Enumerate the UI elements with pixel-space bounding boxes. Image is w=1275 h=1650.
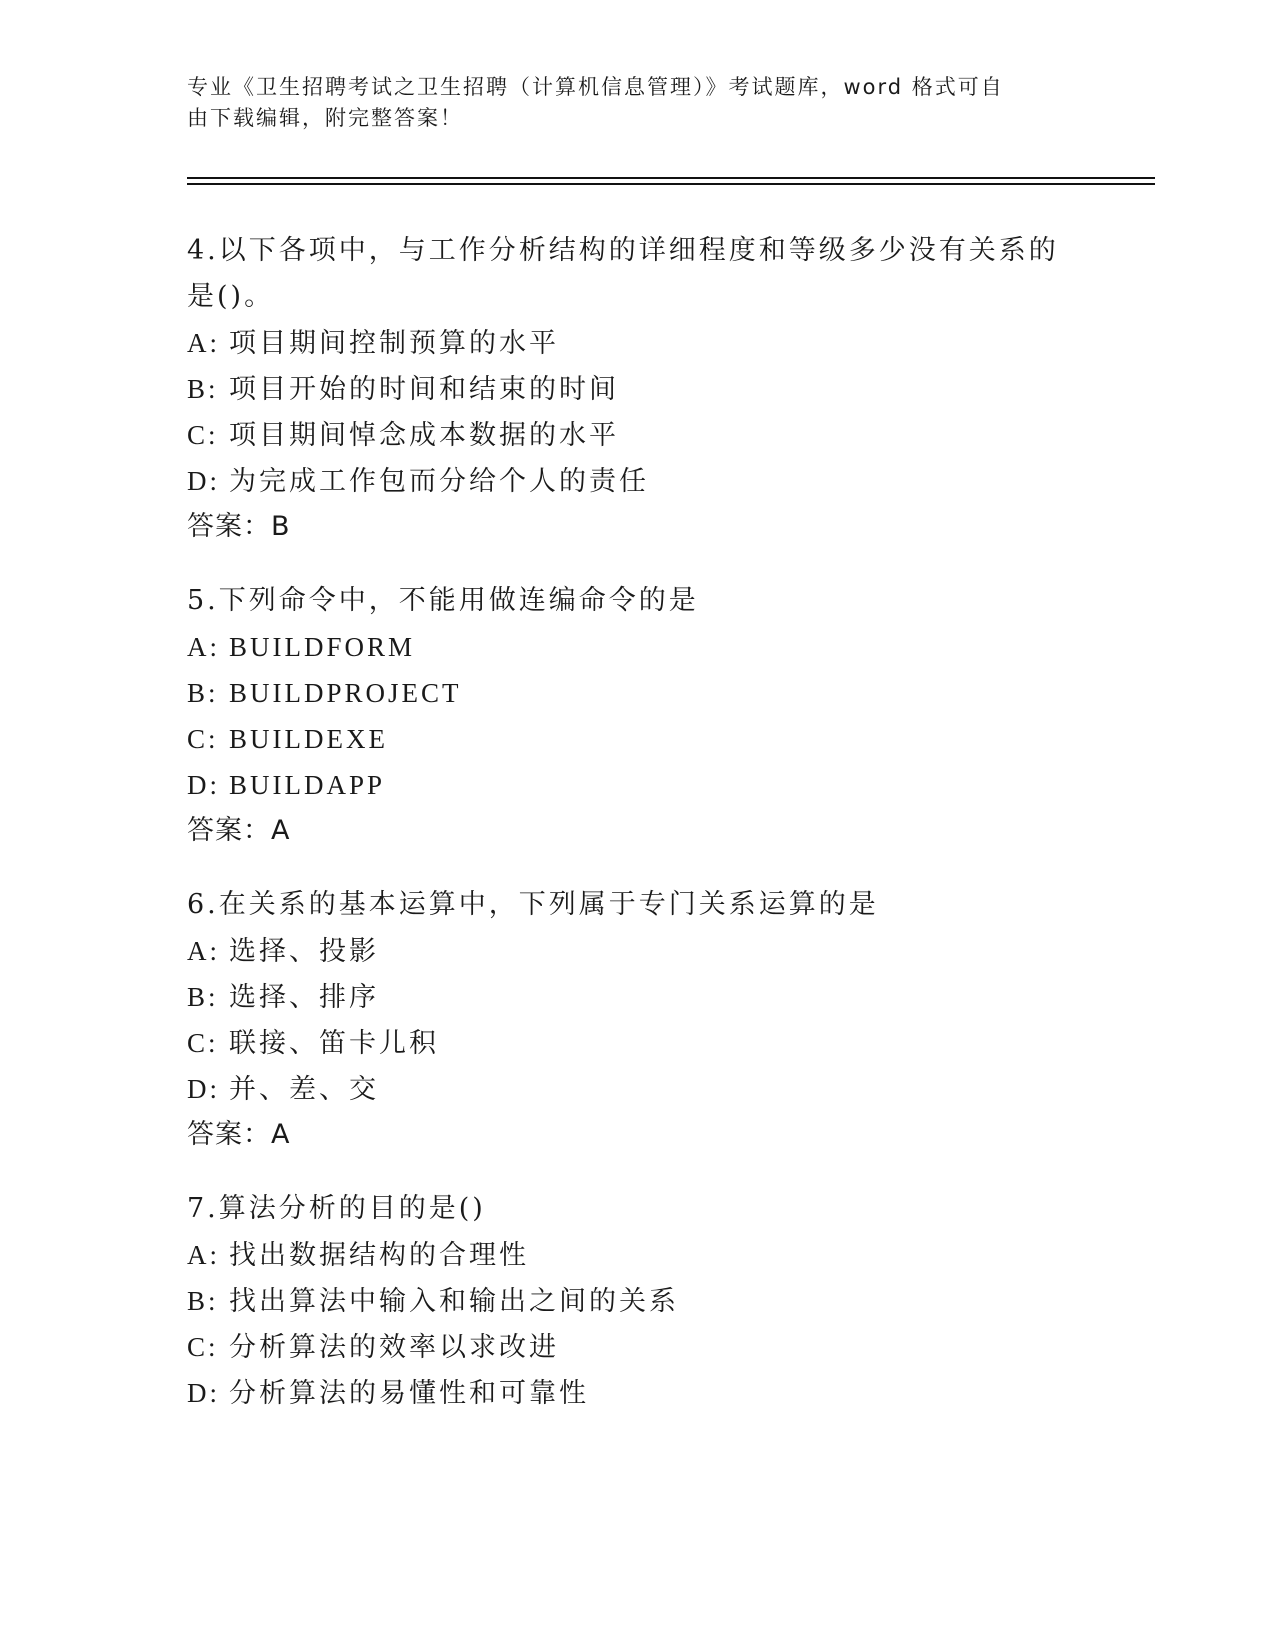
answer-label: 答案：A xyxy=(187,815,291,846)
option-letter: A: xyxy=(187,936,220,966)
question-stem: 7.算法分析的目的是() xyxy=(187,1193,486,1224)
option-text: 分析算法的易懂性和可靠性 xyxy=(229,1378,589,1408)
option-letter: D: xyxy=(187,466,220,496)
option-letter: C: xyxy=(187,420,219,450)
intro-line-1: 专业《卫生招聘考试之卫生招聘（计算机信息管理）》考试题库，word 格式可自 xyxy=(187,75,1004,99)
option-c xyxy=(187,716,1087,762)
option-text: BUILDFORM xyxy=(229,632,416,662)
option-text: BUILDPROJECT xyxy=(229,678,462,708)
option-letter: A: xyxy=(187,632,220,662)
option-c xyxy=(187,412,1087,458)
option-letter: C: xyxy=(187,1332,219,1362)
option-letter: A: xyxy=(187,1240,220,1270)
option-letter: B: xyxy=(187,374,219,404)
option-d xyxy=(187,1370,1087,1416)
option-text: BUILDEXE xyxy=(229,724,388,754)
option-text: 项目期间控制预算的水平 xyxy=(229,328,559,358)
option-letter: B: xyxy=(187,1286,219,1316)
answer-label: 答案：B xyxy=(187,511,291,542)
option-a xyxy=(187,624,1087,670)
option-letter: D: xyxy=(187,1074,220,1104)
option-text: 选择、排序 xyxy=(229,982,379,1012)
option-letter: D: xyxy=(187,1378,220,1408)
option-letter: D: xyxy=(187,770,220,800)
option-b xyxy=(187,974,1087,1020)
option-letter: C: xyxy=(187,1028,219,1058)
question-5 xyxy=(187,578,1087,854)
option-letter: B: xyxy=(187,678,219,708)
question-stem: 6.在关系的基本运算中，下列属于专门关系运算的是 xyxy=(187,889,879,920)
option-letter: A: xyxy=(187,328,220,358)
intro-line-2: 由下载编辑，附完整答案！ xyxy=(187,106,463,130)
option-text: 项目开始的时间和结束的时间 xyxy=(229,374,619,404)
option-text: 分析算法的效率以求改进 xyxy=(229,1332,559,1362)
option-text: 找出算法中输入和输出之间的关系 xyxy=(229,1286,679,1316)
option-b xyxy=(187,366,1087,412)
option-a xyxy=(187,928,1087,974)
answer-label: 答案：A xyxy=(187,1119,291,1150)
option-text: 为完成工作包而分给个人的责任 xyxy=(229,466,649,496)
option-text: 选择、投影 xyxy=(229,936,379,966)
option-d xyxy=(187,762,1087,808)
question-stem: 5.下列命令中，不能用做连编命令的是 xyxy=(187,585,699,616)
option-letter: C: xyxy=(187,724,219,754)
document-intro xyxy=(187,72,1067,134)
option-a xyxy=(187,320,1087,366)
option-letter: B: xyxy=(187,982,219,1012)
option-d xyxy=(187,1066,1087,1112)
header-divider-top xyxy=(187,177,1155,179)
option-b xyxy=(187,670,1087,716)
option-b xyxy=(187,1278,1087,1324)
option-a xyxy=(187,1232,1087,1278)
option-text: 找出数据结构的合理性 xyxy=(229,1240,529,1270)
question-stem: 4.以下各项中，与工作分析结构的详细程度和等级多少没有关系的是()。 xyxy=(187,235,1059,312)
question-4 xyxy=(187,228,1087,550)
option-c xyxy=(187,1324,1087,1370)
option-text: 项目期间悼念成本数据的水平 xyxy=(229,420,619,450)
question-6 xyxy=(187,882,1087,1158)
option-text: 联接、笛卡儿积 xyxy=(229,1028,439,1058)
question-7 xyxy=(187,1186,1087,1416)
option-c xyxy=(187,1020,1087,1066)
header-divider-bottom xyxy=(187,183,1155,185)
option-text: BUILDAPP xyxy=(229,770,386,800)
option-text: 并、差、交 xyxy=(229,1074,379,1104)
option-d xyxy=(187,458,1087,504)
